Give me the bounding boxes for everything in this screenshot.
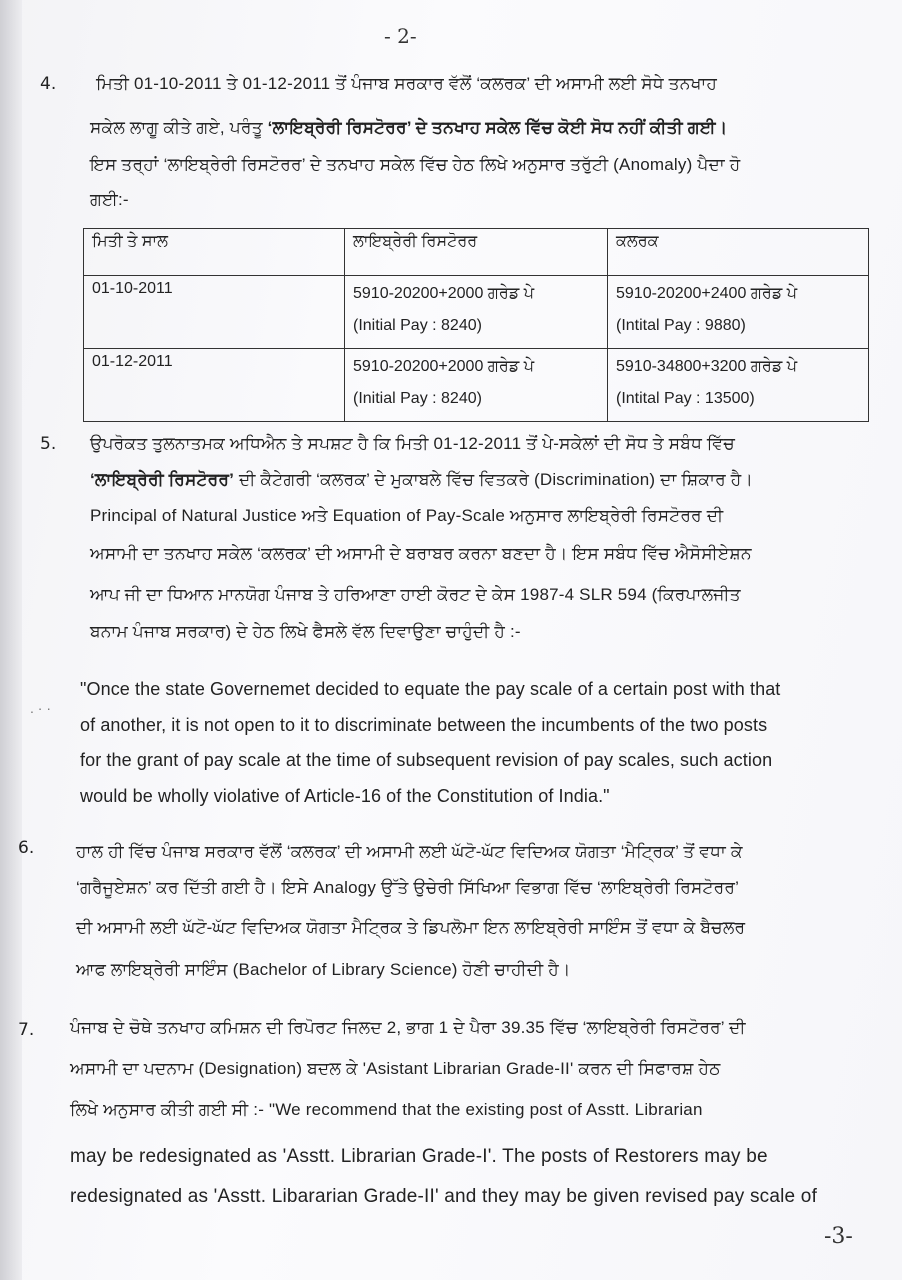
paragraph-7-line-2: ਅਸਾਮੀ ਦਾ ਪਦਨਾਮ (Designation) ਬਦਲ ਕੇ 'Asistant Librarian Grade-II' ਕਰਨ ਦੀ ਸਿਫਾਰਸ਼ ਹੇਠ — [70, 1059, 721, 1078]
table-row — [84, 349, 869, 422]
table-cell-restorer — [345, 276, 608, 349]
page-number-bottom: -3- — [824, 1224, 853, 1249]
paragraph-7-number: 7. — [18, 1020, 35, 1040]
paragraph-4-line-4: ਗਈ:- — [90, 190, 129, 209]
paragraph-6-line-2: ‘ਗਰੈਜੂਏਸ਼ਨ’ ਕਰ ਦਿੱਤੀ ਗਈ ਹੈ। ਇਸੇ Analogy ਉੱਤੇ ਉਚੇਰੀ ਸਿੱਖਿਆ ਵਿਭਾਗ ਵਿੱਚ ‘ਲਾਇਬ੍ਰੇਰੀ ਰਿਸਟੋਰਰ’ — [76, 878, 740, 897]
paragraph-5-number: 5. — [40, 434, 57, 454]
paragraph-7-line-3: ਲਿਖੇ ਅਨੁਸਾਰ ਕੀਤੀ ਗਈ ਸੀ :- "We recommend that the existing post of Asstt. Librarian — [70, 1100, 703, 1119]
clerk-scale: 5910-34800+3200 ਗਰੇਡ ਪੇ — [616, 358, 798, 375]
paragraph-5-line-2-bold: ‘ਲਾਇਬ੍ਰੇਰੀ ਰਿਸਟੋਰਰ’ — [90, 470, 235, 489]
quote-line-3: for the grant of pay scale at the time of subsequent revision of pay scales, such action — [80, 750, 773, 770]
quote-line-2: of another, it is not open to it to discriminate between the incumbents of the two posts — [80, 715, 768, 735]
paragraph-5-line-6: ਬਨਾਮ ਪੰਜਾਬ ਸਰਕਾਰ) ਦੇ ਹੇਠ ਲਿਖੇ ਫੈਸਲੇ ਵੱਲ ਦਿਵਾਉਣਾ ਚਾਹੁੰਦੀ ਹੈ :- — [90, 622, 521, 641]
page-number-top: - 2- — [384, 24, 417, 48]
paragraph-6-line-3: ਦੀ ਅਸਾਮੀ ਲਈ ਘੱਟੋ-ਘੱਟ ਵਿਦਿਅਕ ਯੋਗਤਾ ਮੈਟ੍ਰਿਕ ਤੇ ਡਿਪਲੋਮਾ ਇਨ ਲਾਇਬ੍ਰੇਰੀ ਸਾਇੰਸ ਤੋਂ ਵਧਾ ਕੇ ਬੈਚਲਰ — [76, 918, 746, 937]
table-cell-restorer — [345, 349, 608, 422]
paragraph-4-line-2 — [90, 118, 727, 138]
table-header-date: ਮਿਤੀ ਤੇ ਸਾਲ — [84, 229, 345, 276]
table-cell-clerk — [608, 349, 869, 422]
quote-line-4: would be wholly violative of Article-16 of the Constitution of India." — [80, 786, 610, 806]
restorer-scale: 5910-20200+2000 ਗਰੇਡ ਪੇ — [353, 358, 535, 375]
clerk-scale: 5910-20200+2400 ਗਰੇਡ ਪੇ — [616, 285, 798, 302]
binder-edge — [0, 0, 22, 1280]
paragraph-5-line-2 — [90, 470, 753, 490]
table-header-clerk: ਕਲਰਕ — [608, 229, 869, 276]
paragraph-5-line-4: ਅਸਾਮੀ ਦਾ ਤਨਖਾਹ ਸਕੇਲ ‘ਕਲਰਕ’ ਦੀ ਅਸਾਮੀ ਦੇ ਬਰਾਬਰ ਕਰਨਾ ਬਣਦਾ ਹੈ। ਇਸ ਸਬੰਧ ਵਿੱਚ ਐਸੋਸੀਏਸ਼ਨ — [90, 544, 752, 563]
paragraph-5-line-1: ਉਪਰੋਕਤ ਤੁਲਨਾਤਮਕ ਅਧਿਐਨ ਤੇ ਸਪਸ਼ਟ ਹੈ ਕਿ ਮਿਤੀ 01-12-2011 ਤੋਂ ਪੇ-ਸਕੇਲਾਂ ਦੀ ਸੋਧ ਤੇ ਸਬੰਧ ਵਿੱਚ — [90, 434, 735, 453]
paragraph-6-number: 6. — [18, 838, 35, 858]
paragraph-4-number: 4. — [40, 74, 57, 94]
restorer-scale: 5910-20200+2000 ਗਰੇਡ ਪੇ — [353, 285, 535, 302]
paragraph-4-line-2-start: ਸਕੇਲ ਲਾਗੂ ਕੀਤੇ ਗਏ, ਪਰੰਤੂ — [90, 118, 268, 137]
clerk-initial-pay: (Intital Pay : 13500) — [616, 390, 755, 407]
table-cell-date: 01-10-2011 — [84, 276, 345, 349]
pay-scale-comparison-table — [83, 228, 869, 422]
quote-line-1: "Once the state Governemet decided to equate the pay scale of a certain post with that — [80, 679, 781, 699]
table-row — [84, 276, 869, 349]
paragraph-5-line-5: ਆਪ ਜੀ ਦਾ ਧਿਆਨ ਮਾਨਯੋਗ ਪੰਜਾਬ ਤੇ ਹਰਿਆਣਾ ਹਾਈ ਕੋਰਟ ਦੇ ਕੇਸ 1987-4 SLR 594 (ਕਿਰਪਾਲਜੀਤ — [90, 585, 741, 604]
table-cell-clerk — [608, 276, 869, 349]
paragraph-4-line-1: ਮਿਤੀ 01-10-2011 ਤੇ 01-12-2011 ਤੋਂ ਪੰਜਾਬ ਸਰਕਾਰ ਵੱਲੋਂ ‘ਕਲਰਕ’ ਦੀ ਅਸਾਮੀ ਲਈ ਸੋਧੇ ਤਨਖਾਹ — [96, 74, 718, 93]
paragraph-5-line-2-rest: ਦੀ ਕੈਟੇਗਰੀ ‘ਕਲਰਕ’ ਦੇ ਮੁਕਾਬਲੇ ਵਿੱਚ ਵਿਤਕਰੇ (Discrimination) ਦਾ ਸ਼ਿਕਾਰ ਹੈ। — [234, 470, 754, 489]
margin-marks: . · · — [30, 700, 51, 716]
clerk-initial-pay: (Intital Pay : 9880) — [616, 317, 746, 334]
paragraph-7-line-1: ਪੰਜਾਬ ਦੇ ਚੋਥੇ ਤਨਖਾਹ ਕਮਿਸ਼ਨ ਦੀ ਰਿਪੋਰਟ ਜਿਲਦ 2, ਭਾਗ 1 ਦੇ ਪੈਰਾ 39.35 ਵਿੱਚ ‘ਲਾਇਬ੍ਰੇਰੀ ਰਿਸਟੋਰਰ’ ਦੀ — [70, 1018, 746, 1037]
restorer-initial-pay: (Initial Pay : 8240) — [353, 390, 482, 407]
paragraph-4-line-3: ਇਸ ਤਰ੍ਹਾਂ ‘ਲਾਇਬ੍ਰੇਰੀ ਰਿਸਟੋਰਰ’ ਦੇ ਤਨਖਾਹ ਸਕੇਲ ਵਿੱਚ ਹੇਠ ਲਿਖੇ ਅਨੁਸਾਰ ਤਰੁੱਟੀ (Anomaly) ਪੈਦਾ ਹੋ — [90, 155, 741, 174]
table-header-row — [84, 229, 869, 276]
table-cell-date: 01-12-2011 — [84, 349, 345, 422]
paragraph-5-line-3: Principal of Natural Justice ਅਤੇ Equation of Pay-Scale ਅਨੁਸਾਰ ਲਾਇਬ੍ਰੇਰੀ ਰਿਸਟੋਰਰ ਦੀ — [90, 506, 724, 525]
paragraph-4-line-2-bold: ‘ਲਾਇਬ੍ਰੇਰੀ ਰਿਸਟੋਰਰ’ ਦੇ ਤਨਖਾਹ ਸਕੇਲ ਵਿੱਚ ਕੋਈ ਸੋਧ ਨਹੀਂ ਕੀਤੀ ਗਈ। — [267, 118, 728, 137]
restorer-initial-pay: (Initial Pay : 8240) — [353, 317, 482, 334]
paragraph-6-line-4: ਆਫ ਲਾਇਬ੍ਰੇਰੀ ਸਾਇੰਸ (Bachelor of Library Science) ਹੋਣੀ ਚਾਹੀਦੀ ਹੈ। — [76, 960, 571, 979]
paragraph-7-line-4: may be redesignated as 'Asstt. Librarian Grade-I'. The posts of Restorers may be — [70, 1146, 768, 1167]
paragraph-6-line-1: ਹਾਲ ਹੀ ਵਿੱਚ ਪੰਜਾਬ ਸਰਕਾਰ ਵੱਲੋਂ ‘ਕਲਰਕ’ ਦੀ ਅਸਾਮੀ ਲਈ ਘੱਟੋ-ਘੱਟ ਵਿਦਿਅਕ ਯੋਗਤਾ ‘ਮੈਟ੍ਰਿਕ’ ਤੋਂ ਵਧਾ ਕੇ — [76, 842, 743, 861]
paragraph-7-line-5: redesignated as 'Asstt. Libararian Grade-II' and they may be given revised pay scale of — [70, 1186, 818, 1207]
table-header-restorer: ਲਾਇਬ੍ਰੇਰੀ ਰਿਸਟੋਰਰ — [345, 229, 608, 276]
